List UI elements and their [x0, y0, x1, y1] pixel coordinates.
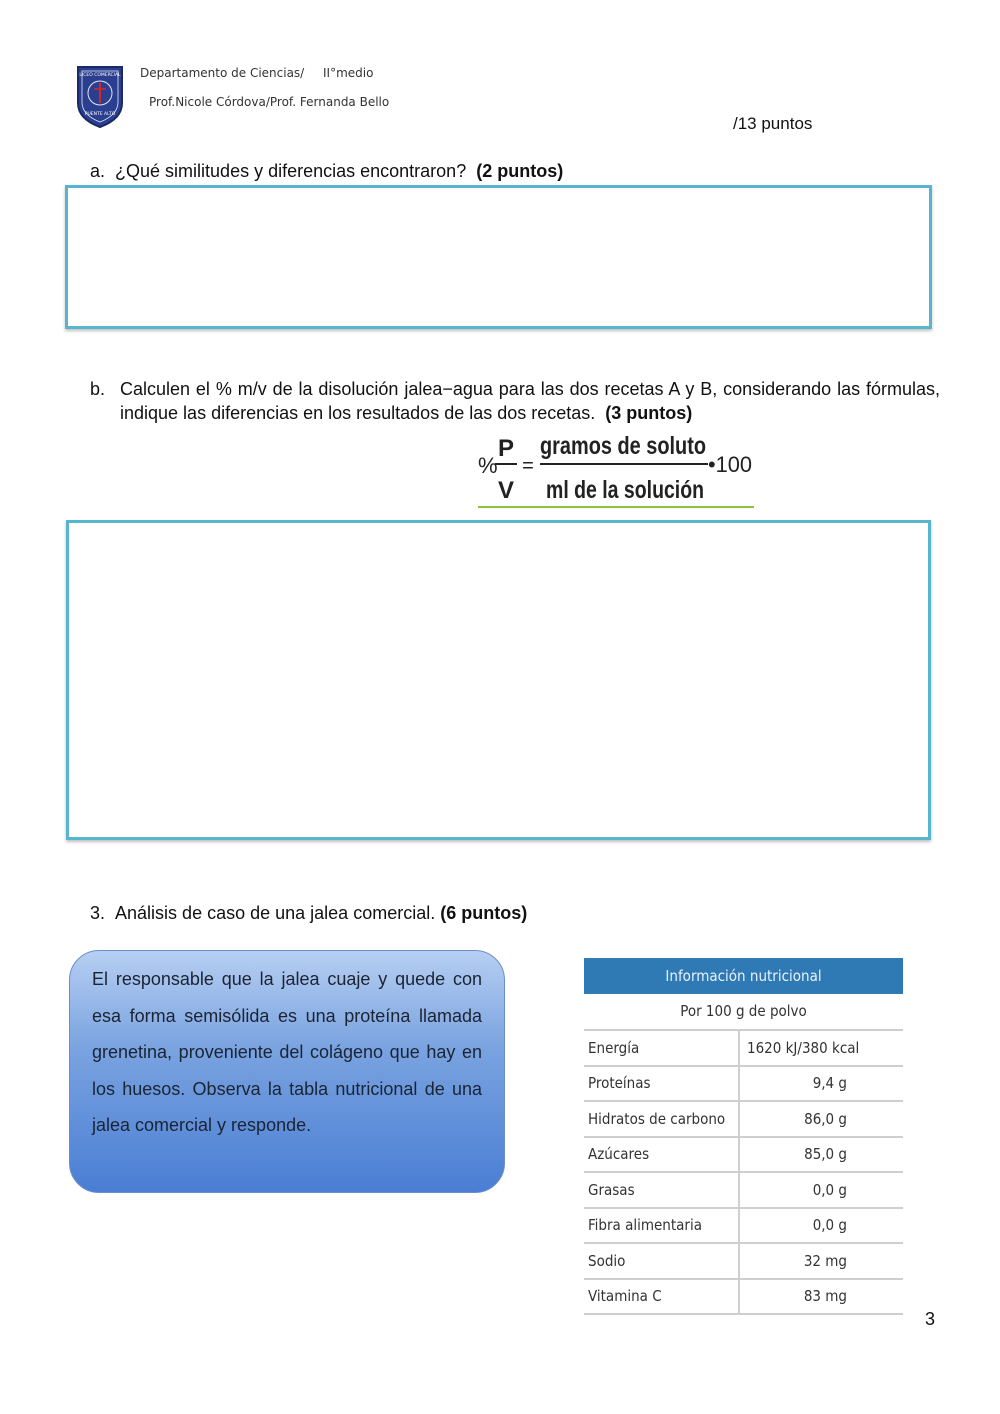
nutrition-value: 0,0 g — [739, 1208, 903, 1244]
question-b — [90, 377, 940, 425]
nutrition-label: Energía — [584, 1031, 739, 1066]
nutrition-label: Fibra alimentaria — [584, 1208, 739, 1244]
nutrition-label: Grasas — [584, 1172, 739, 1208]
school-crest-logo — [76, 63, 124, 129]
nutrition-value: 9,4 g — [739, 1066, 903, 1102]
score-total: /13 puntos — [733, 114, 813, 133]
table-row — [584, 1031, 903, 1066]
question-3-points: (6 puntos) — [440, 903, 528, 923]
nutrition-label: Azúcares — [584, 1137, 739, 1173]
formula-multiplier: •100 — [708, 452, 752, 477]
formula-numerator: gramos de soluto — [540, 432, 706, 460]
answer-box-a[interactable] — [65, 185, 932, 329]
nutrition-label: Sodio — [584, 1243, 739, 1279]
formula-v: V — [497, 477, 515, 504]
nutrition-value: 32 mg — [739, 1243, 903, 1279]
table-row — [584, 1137, 903, 1173]
nutrition-value: 0,0 g — [739, 1172, 903, 1208]
table-row — [584, 1243, 903, 1279]
header-level: II°medio — [323, 66, 374, 80]
question-b-marker: b. — [90, 379, 106, 399]
formula-percent: % — [478, 453, 498, 478]
mass-volume-formula — [478, 426, 754, 508]
question-a-points: (2 puntos) — [476, 161, 564, 181]
table-row — [584, 1066, 903, 1102]
nutrition-label: Hidratos de carbono — [584, 1101, 739, 1137]
nutrition-title: Información nutricional — [584, 958, 903, 994]
table-row — [584, 1279, 903, 1315]
header-teachers: Prof.Nicole Córdova/Prof. Fernanda Bello — [149, 95, 390, 109]
question-a-marker: a. — [90, 161, 106, 181]
question-3-text: Análisis de caso de una jalea comercial. — [115, 903, 436, 923]
formula-p: P — [497, 435, 515, 462]
formula-denominator: ml de la solución — [546, 476, 704, 504]
nutrition-table — [584, 958, 903, 1315]
nutrition-value: 85,0 g — [739, 1137, 903, 1173]
question-a — [90, 161, 563, 182]
nutrition-value: 86,0 g — [739, 1101, 903, 1137]
page-number: 3 — [925, 1309, 936, 1329]
logo-top-text: LICEO COMERCIAL — [79, 73, 121, 78]
header-department: Departamento de Ciencias/ — [140, 66, 305, 80]
formula-equals: = — [522, 455, 534, 477]
table-row — [584, 1101, 903, 1137]
question-3 — [90, 903, 527, 924]
nutrition-label: Vitamina C — [584, 1279, 739, 1315]
nutrition-label: Proteínas — [584, 1066, 739, 1102]
table-row — [584, 1172, 903, 1208]
nutrition-value: 83 mg — [739, 1279, 903, 1315]
nutrition-value: 1620 kJ/380 kcal — [739, 1031, 903, 1066]
case-study-text: El responsable que la jalea cuaje y quede con esa forma semisólida es una proteína llamada grenetina, proveniente del colágeno que hay en los huesos. Observa la tabla nutricional de una jalea comercial y responde. — [92, 969, 482, 1135]
question-b-points: (3 puntos) — [605, 403, 693, 423]
question-3-marker: 3. — [90, 903, 106, 923]
logo-bottom-text: PUENTE ALTO — [84, 112, 116, 117]
question-b-text: Calculen el % m/v de la disolución jalea−agua para las dos recetas A y B, considerando las fórmulas, indique las diferencias en los resultados de las dos recetas. — [120, 379, 940, 423]
answer-box-b[interactable] — [66, 520, 931, 840]
case-study-box — [69, 950, 505, 1193]
question-a-text: ¿Qué similitudes y diferencias encontraron? — [115, 161, 467, 181]
nutrition-subtitle: Por 100 g de polvo — [584, 994, 903, 1031]
table-row — [584, 1208, 903, 1244]
